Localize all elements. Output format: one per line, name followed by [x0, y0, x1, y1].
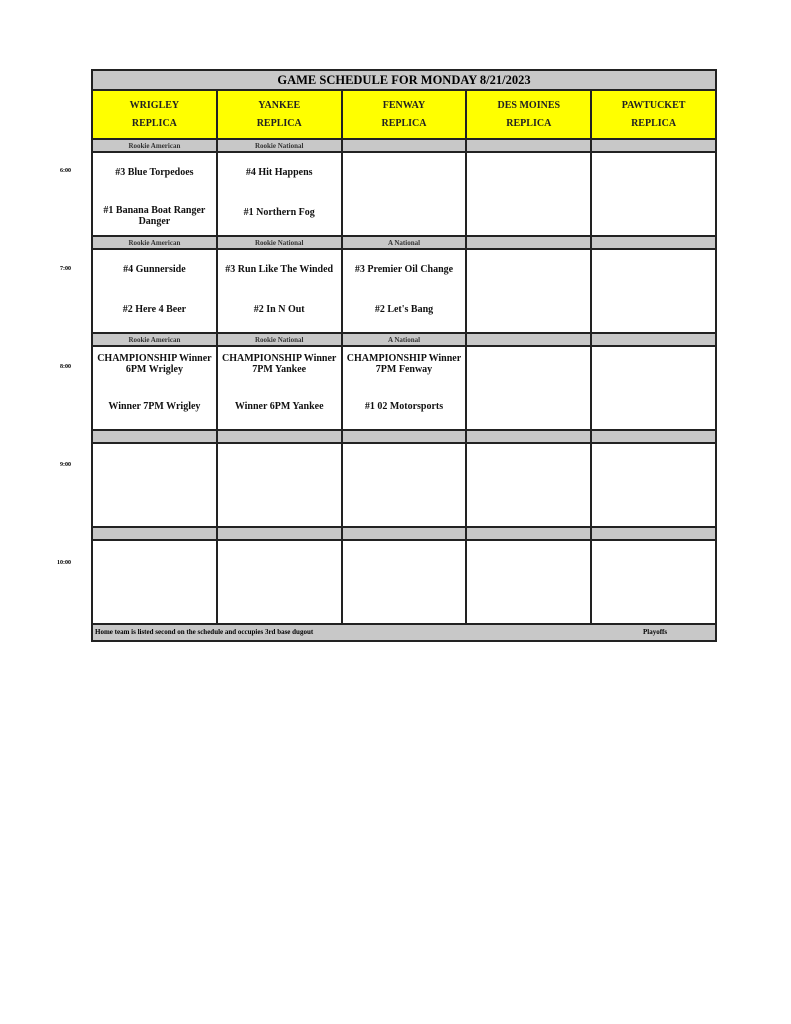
game-row	[93, 444, 715, 528]
home-team: #1 Northern Fog	[243, 207, 315, 218]
visiting-team: #3 Run Like The Winded	[225, 264, 334, 275]
field-subtitle: REPLICA	[381, 117, 427, 129]
time-label: 10:00	[57, 560, 71, 566]
field-name: YANKEE	[258, 100, 301, 112]
time-label: 8:00	[60, 364, 71, 370]
game-cell	[218, 444, 343, 528]
game-cell	[467, 347, 592, 431]
game-cell	[467, 541, 592, 625]
time-label: 7:00	[60, 266, 71, 272]
game-cell	[343, 250, 468, 334]
game-row	[93, 153, 715, 237]
footer-note: Home team is listed second on the schedule and occupies 3rd base dugout	[95, 628, 314, 636]
division-row	[93, 140, 715, 153]
schedule-table	[91, 69, 717, 642]
division-row	[93, 528, 715, 541]
game-cell	[467, 250, 592, 334]
division-label	[592, 334, 715, 347]
home-team: Winner 7PM Wrigley	[108, 401, 201, 412]
division-label	[592, 237, 715, 250]
division-label	[343, 140, 468, 153]
field-subtitle: REPLICA	[631, 117, 677, 129]
division-label: Rookie National	[218, 237, 343, 250]
division-label: Rookie American	[93, 140, 218, 153]
visiting-team: #3 Premier Oil Change	[354, 264, 454, 275]
division-label	[592, 140, 715, 153]
field-header	[343, 91, 468, 138]
field-subtitle: REPLICA	[256, 117, 302, 129]
game-cell	[93, 347, 218, 431]
field-name: FENWAY	[382, 100, 426, 112]
field-header	[93, 91, 218, 138]
game-cell	[343, 444, 468, 528]
home-team: #2 In N Out	[253, 304, 305, 315]
division-label	[218, 431, 343, 444]
visiting-team: #4 Gunnerside	[123, 264, 186, 275]
home-team: #2 Let's Bang	[374, 304, 434, 315]
home-team: Winner 6PM Yankee	[234, 401, 324, 412]
field-header	[467, 91, 592, 138]
schedule-title: GAME SCHEDULE FOR MONDAY 8/21/2023	[93, 71, 715, 91]
division-label	[343, 528, 468, 541]
division-label	[93, 431, 218, 444]
visiting-team: CHAMPIONSHIP Winner 6PM Wrigley	[97, 353, 212, 375]
game-cell	[218, 347, 343, 431]
time-label: 6:00	[60, 168, 71, 174]
footer	[93, 625, 715, 640]
game-cell	[343, 347, 468, 431]
division-label	[592, 431, 715, 444]
game-cell	[93, 153, 218, 237]
field-name: WRIGLEY	[129, 100, 180, 112]
home-team: #1 02 Motorsports	[364, 401, 444, 412]
division-label: A National	[343, 334, 468, 347]
game-cell	[467, 153, 592, 237]
division-label	[467, 334, 592, 347]
game-row	[93, 541, 715, 625]
field-name: PAWTUCKET	[621, 100, 686, 112]
time-label: 9:00	[60, 462, 71, 468]
game-cell	[93, 444, 218, 528]
game-cell	[218, 541, 343, 625]
division-label	[467, 237, 592, 250]
game-cell	[592, 347, 715, 431]
division-label: Rookie National	[218, 334, 343, 347]
home-team: #2 Here 4 Beer	[122, 304, 187, 315]
field-name: DES MOINES	[497, 100, 561, 112]
game-cell	[592, 444, 715, 528]
game-cell	[467, 444, 592, 528]
division-label	[592, 528, 715, 541]
division-label	[343, 431, 468, 444]
game-cell	[218, 250, 343, 334]
division-row	[93, 334, 715, 347]
division-row	[93, 237, 715, 250]
field-subtitle: REPLICA	[131, 117, 177, 129]
visiting-team: #4 Hit Happens	[245, 167, 313, 178]
game-cell	[218, 153, 343, 237]
visiting-team: #3 Blue Torpedoes	[115, 167, 194, 178]
game-row	[93, 250, 715, 334]
visiting-team: CHAMPIONSHIP Winner 7PM Yankee	[222, 353, 337, 375]
field-subtitle: REPLICA	[506, 117, 552, 129]
field-header	[592, 91, 715, 138]
division-label: Rookie American	[93, 237, 218, 250]
division-row	[93, 431, 715, 444]
division-label: A National	[343, 237, 468, 250]
game-cell	[93, 541, 218, 625]
game-cell	[343, 153, 468, 237]
division-label	[467, 431, 592, 444]
field-header	[218, 91, 343, 138]
division-label	[218, 528, 343, 541]
division-label	[467, 140, 592, 153]
game-cell	[592, 541, 715, 625]
footer-label: Playoffs	[643, 628, 668, 636]
division-label: Rookie American	[93, 334, 218, 347]
game-row	[93, 347, 715, 431]
field-header-row	[93, 91, 715, 140]
game-cell	[592, 250, 715, 334]
game-cell	[592, 153, 715, 237]
division-label	[93, 528, 218, 541]
division-label: Rookie National	[218, 140, 343, 153]
game-cell	[93, 250, 218, 334]
visiting-team: CHAMPIONSHIP Winner 7PM Fenway	[346, 353, 462, 375]
game-cell	[343, 541, 468, 625]
home-team: #1 Banana Boat Ranger Danger	[103, 205, 206, 227]
division-label	[467, 528, 592, 541]
